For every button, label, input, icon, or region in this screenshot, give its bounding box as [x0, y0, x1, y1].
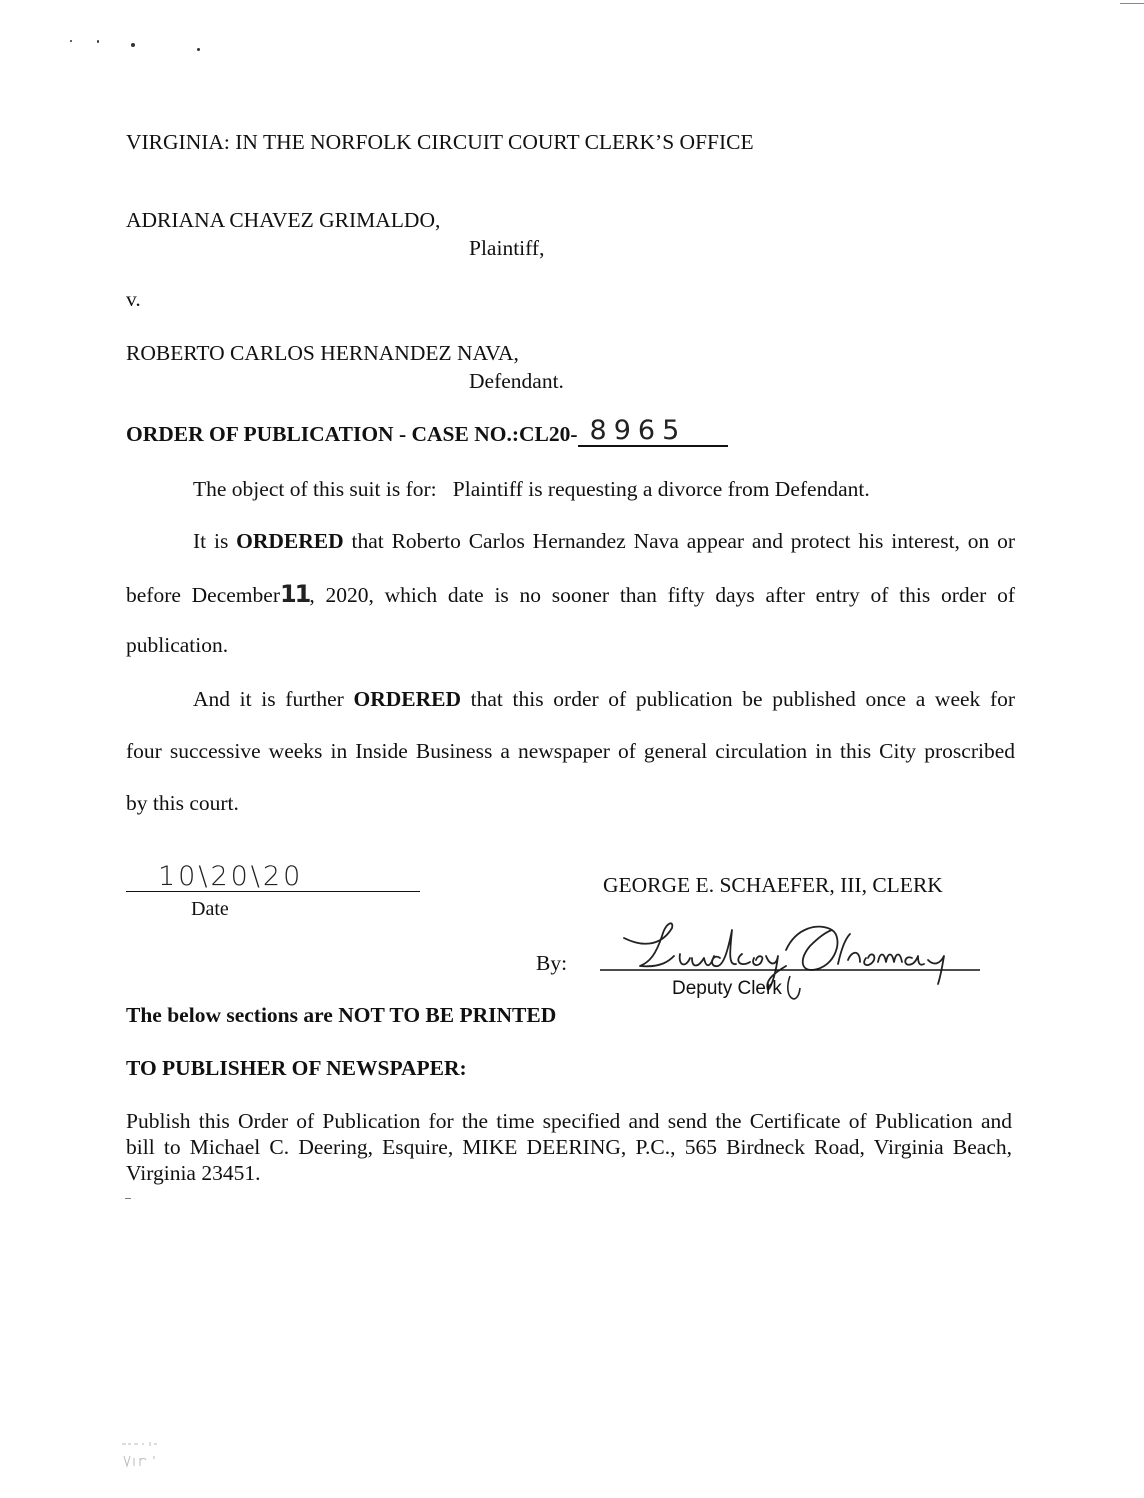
- scan-speck: [70, 40, 72, 42]
- ordered-before-december: before December: [126, 583, 280, 607]
- deputy-clerk-signature: [600, 910, 990, 1020]
- further-keyword: ORDERED: [353, 687, 461, 711]
- object-line: [193, 477, 870, 502]
- case-number-blank: [578, 415, 728, 447]
- ordered-line-1: [193, 529, 1015, 554]
- handwritten-day: 11: [279, 580, 310, 608]
- not-printed-notice: The below sections are NOT TO BE PRINTED: [126, 1003, 557, 1027]
- further-line1-rest: that this order of publication be published once a week for: [470, 687, 1016, 711]
- clerk-name: GEORGE E. SCHAEFER, III, CLERK: [603, 873, 943, 897]
- date-line: [126, 891, 420, 892]
- date-label: Date: [191, 898, 229, 920]
- ordered-line-3: publication.: [126, 633, 229, 657]
- publisher-line-3: Virginia 23451.: [126, 1161, 261, 1185]
- order-title: [126, 415, 728, 447]
- scan-speck: [97, 40, 99, 43]
- order-title-prefix: ORDER OF PUBLICATION - CASE NO.:CL20-: [126, 422, 578, 446]
- faint-stamp-remnant: [118, 1438, 178, 1472]
- defendant-role: Defendant.: [469, 369, 564, 393]
- by-label: By:: [536, 951, 568, 975]
- defendant-name: ROBERTO CARLOS HERNANDEZ NAVA,: [126, 341, 519, 365]
- court-heading: VIRGINIA: IN THE NORFOLK CIRCUIT COURT CLERK’S OFFICE: [126, 130, 754, 154]
- further-line-3: by this court.: [126, 791, 239, 815]
- deputy-clerk-title: Deputy Clerk: [672, 978, 782, 999]
- ordered-lead: It is: [193, 529, 229, 553]
- further-lead: And it is further: [193, 687, 344, 711]
- case-number-handwritten: 8965: [589, 415, 687, 446]
- versus: v.: [126, 287, 141, 311]
- scan-speck: [197, 48, 200, 51]
- scan-speck: [131, 43, 135, 47]
- publisher-line-1: Publish this Order of Publication for the time specified and send the Certificate of Publication and: [126, 1109, 1012, 1133]
- plaintiff-role: Plaintiff,: [469, 236, 545, 260]
- object-label: The object of this suit is for:: [193, 477, 437, 501]
- plaintiff-name: ADRIANA CHAVEZ GRIMALDO,: [126, 208, 441, 232]
- ordered-after-day: , 2020, which date is no sooner than fifty days after entry of this order of: [309, 583, 1015, 607]
- publisher-heading: TO PUBLISHER OF NEWSPAPER:: [126, 1056, 467, 1080]
- scan-dash: [125, 1198, 131, 1199]
- ordered-line1-rest: that Roberto Carlos Hernandez Nava appear and protect his interest, on or: [351, 529, 1015, 553]
- ordered-keyword: ORDERED: [236, 529, 344, 553]
- object-text: Plaintiff is requesting a divorce from Defendant.: [452, 477, 870, 501]
- publisher-line-2: bill to Michael C. Deering, Esquire, MIKE DEERING, P.C., 565 Birdneck Road, Virginia Beach,: [126, 1135, 1012, 1159]
- further-line-2: four successive weeks in Inside Business a newspaper of general circulation in this City proscribed: [126, 739, 1015, 763]
- scan-edge-mark: [1120, 3, 1144, 4]
- further-line-1: [193, 687, 1015, 712]
- handwritten-date: 10\20\20: [158, 861, 304, 892]
- ordered-line-2: [126, 580, 1015, 608]
